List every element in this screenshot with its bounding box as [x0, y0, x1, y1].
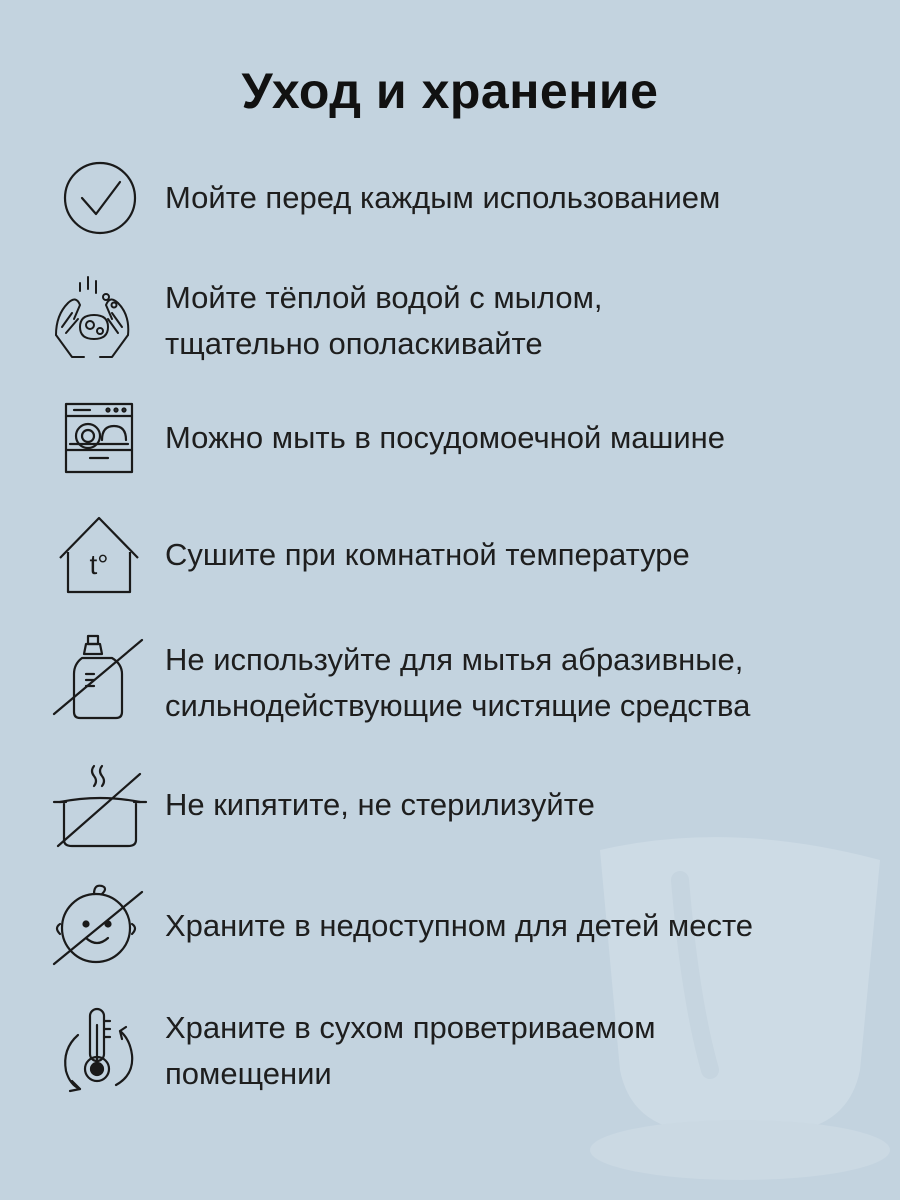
care-item-text: Не используйте для мытья абразивные, сильнодействующие чистящие средства [165, 642, 751, 723]
checkmark-circle-icon [50, 160, 150, 260]
care-item-text: Храните в недоступном для детей месте [165, 908, 754, 943]
dishwasher-icon [50, 400, 150, 500]
svg-text:t°: t° [89, 549, 109, 580]
room-temperature-house-icon [50, 512, 150, 612]
care-item-text: Сушите при комнатной температуре [165, 537, 690, 572]
keep-away-from-children-icon [50, 880, 150, 980]
hands-washing-icon [50, 275, 150, 375]
care-item-text: Мойте тёплой водой с мылом, тщательно ополаскивайте [165, 280, 603, 361]
page-title: Уход и хранение [241, 63, 659, 119]
no-boiling-pot-icon [50, 762, 150, 862]
care-item-text: Храните в сухом проветриваемом помещении [165, 1010, 656, 1091]
care-item-text: Не кипятите, не стерилизуйте [165, 787, 595, 822]
dry-ventilated-storage-icon [50, 1005, 150, 1105]
no-abrasive-cleaner-icon [50, 632, 150, 732]
care-item-text: Можно мыть в посудомоечной машине [165, 420, 726, 455]
care-item-text: Мойте перед каждым использованием [165, 180, 721, 215]
